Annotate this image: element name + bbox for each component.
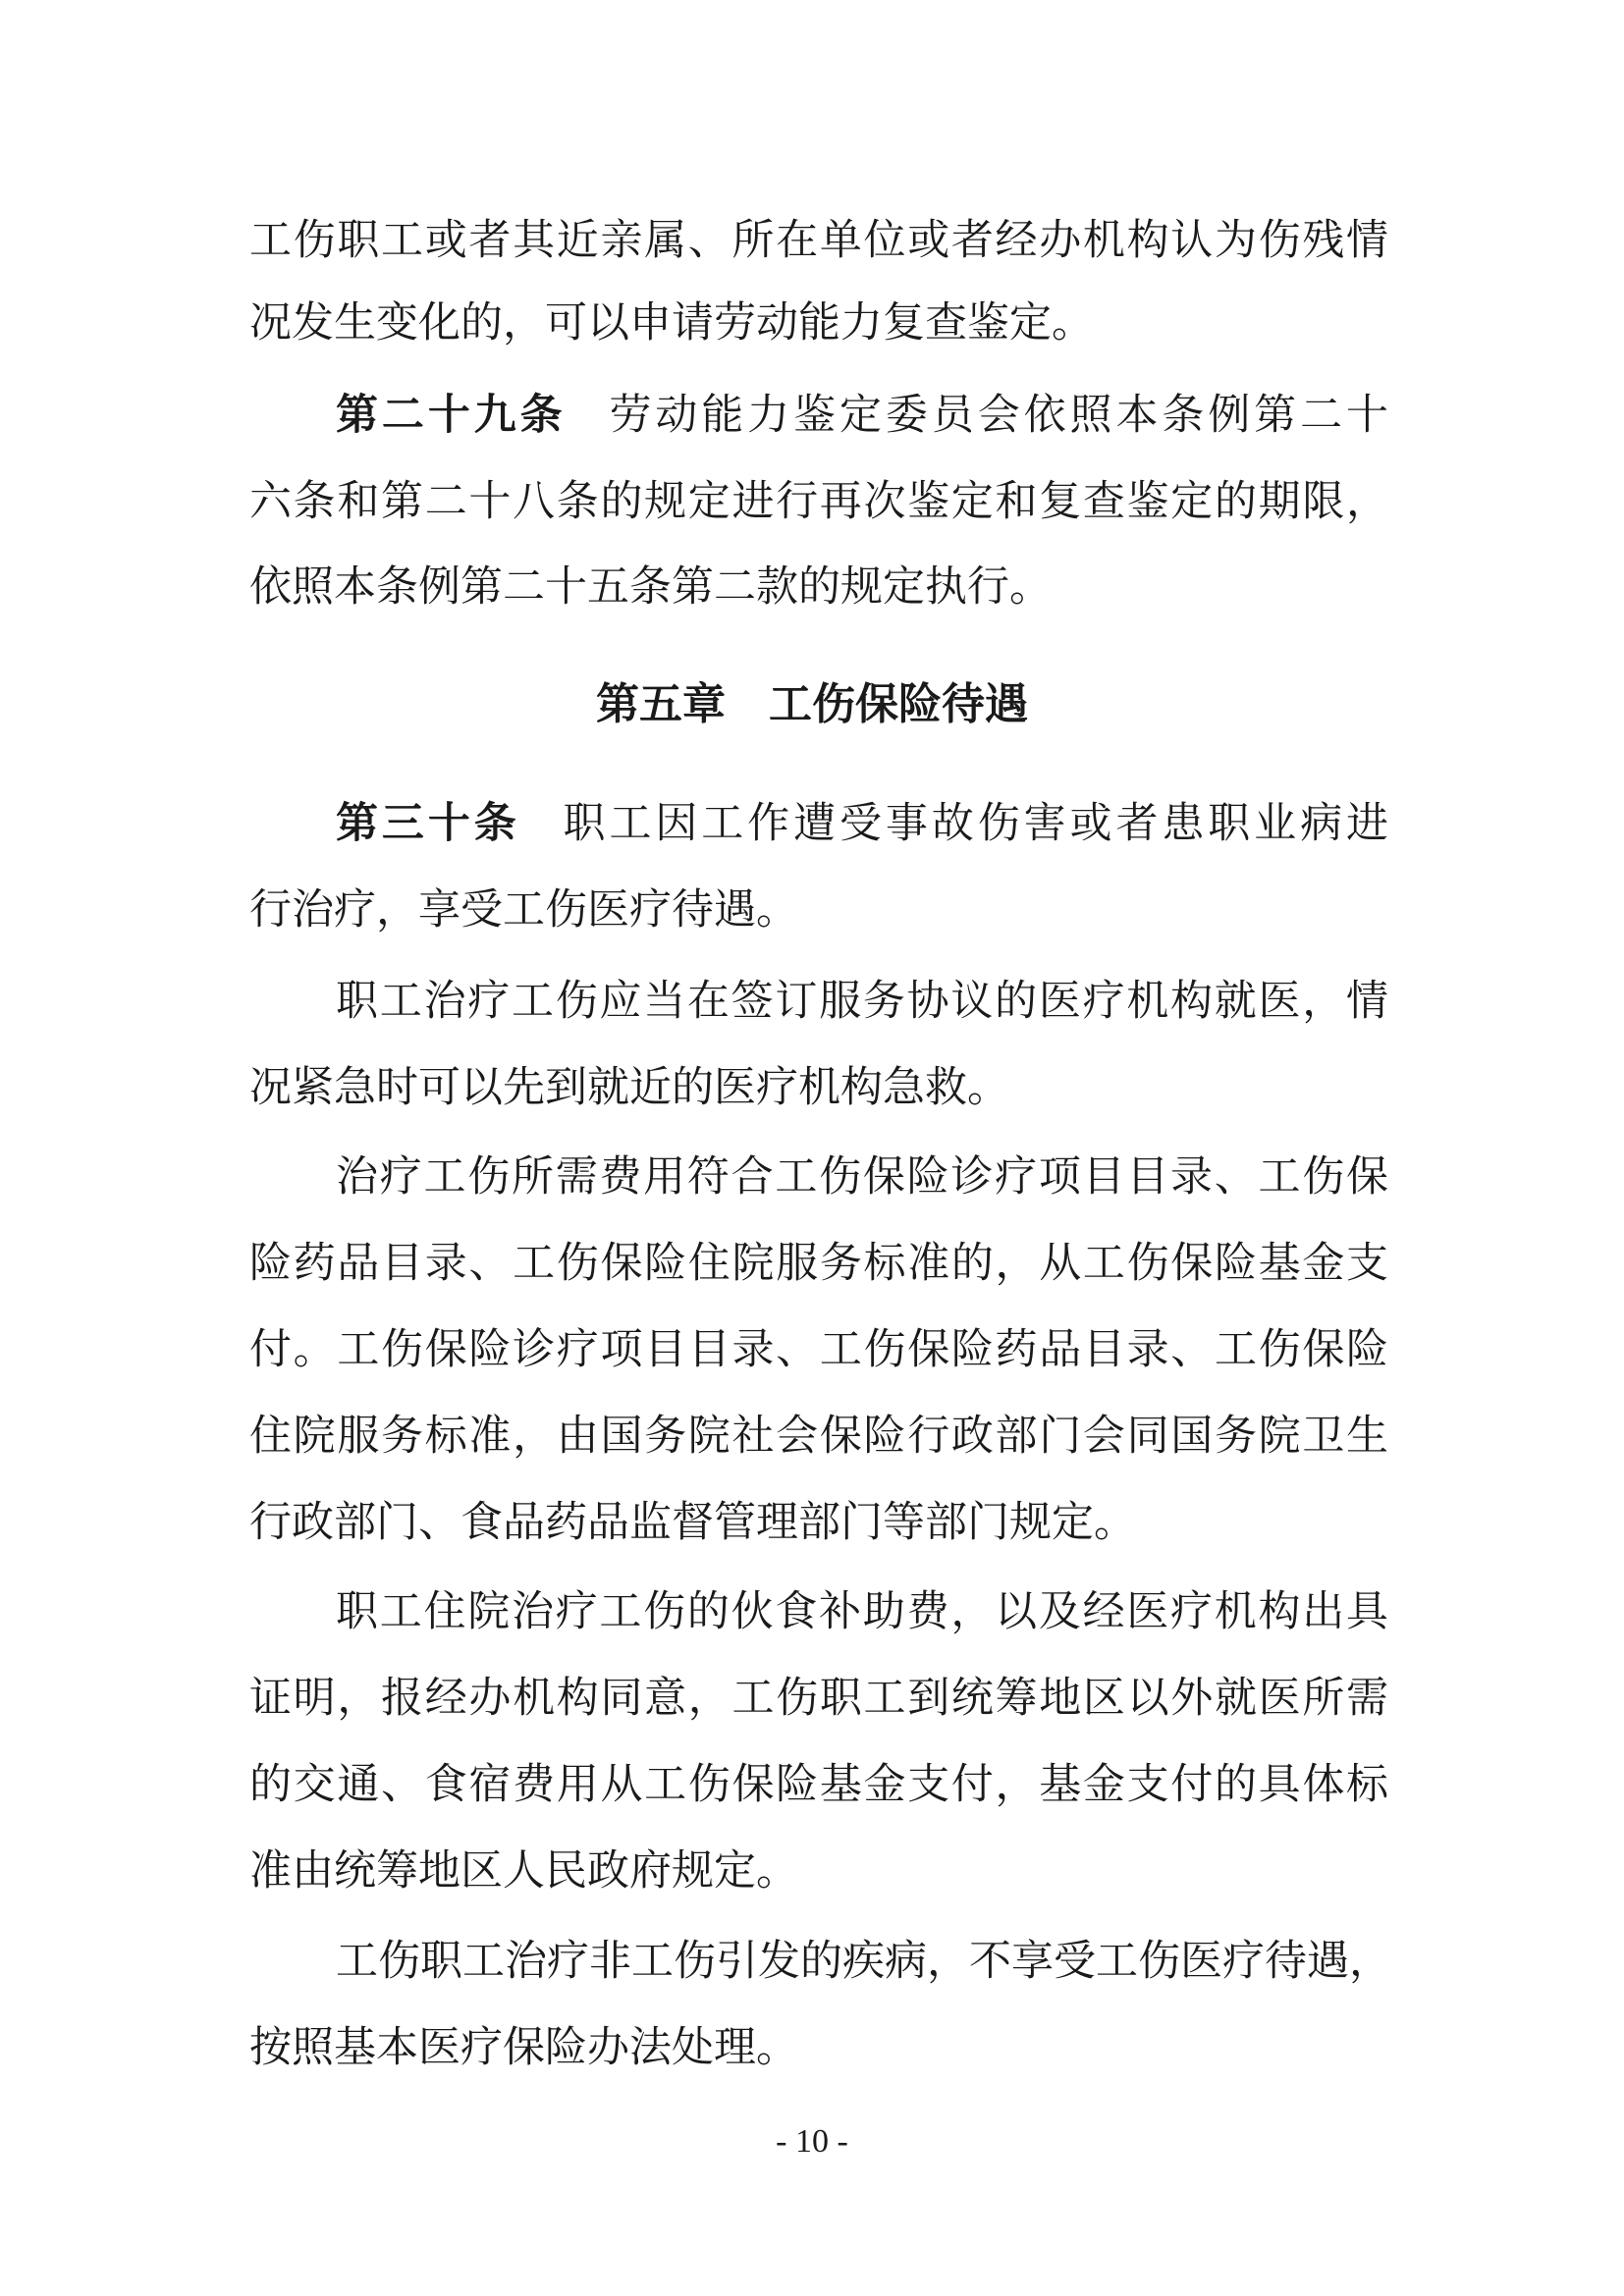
body-text-line: 按照基本医疗保险办法处理。: [249, 2023, 798, 2072]
body-text-line: 工伤职工或者其近亲属、所在单位或者经办机构认为伤残情: [249, 216, 1388, 265]
body-text-line: 的交通、食宿费用从工伤保险基金支付，基金支付的具体标: [249, 1760, 1388, 1809]
body-text-line: 工伤职工治疗非工伤引发的疾病，不享受工伤医疗待遇，: [336, 1937, 1391, 1986]
article-30-text: 职工因工作遭受事故伤害或者患职业病进: [559, 799, 1389, 848]
body-text-line: 依照本条例第二十五条第二款的规定执行。: [249, 562, 1052, 612]
body-text-line: 况发生变化的，可以申请劳动能力复查鉴定。: [249, 298, 1094, 347]
body-text-line: 证明，报经办机构同意，工伤职工到统筹地区以外就医所需: [249, 1674, 1388, 1723]
article-30-line: [336, 794, 1388, 853]
chapter-title: 第五章 工伤保险待遇: [596, 679, 1028, 729]
body-text-line: 住院服务标准，由国务院社会保险行政部门会同国务院卫生: [249, 1412, 1388, 1461]
body-text-line: 治疗工伤所需费用符合工伤保险诊疗项目目录、工伤保: [336, 1152, 1388, 1201]
article-29-line: [336, 386, 1388, 445]
body-text-line: 六条和第二十八条的规定进行再次鉴定和复查鉴定的期限，: [249, 477, 1388, 526]
page-number: - 10 -: [776, 2123, 848, 2160]
body-text-line: 行政部门、食品药品监督管理部门等部门规定。: [249, 1498, 1136, 1547]
article-29-text: 劳动能力鉴定委员会依照本条例第二十: [605, 391, 1389, 440]
body-text-line: 职工治疗工伤应当在签订服务协议的医疗机构就医，情: [336, 977, 1388, 1026]
article-29-heading: 第二十九条: [336, 391, 567, 440]
body-text-line: 行治疗，享受工伤医疗待遇。: [249, 885, 798, 934]
body-text-line: 准由统筹地区人民政府规定。: [249, 1846, 798, 1896]
body-text-line: 职工住院治疗工伤的伙食补助费，以及经医疗机构出具: [336, 1587, 1388, 1636]
body-text-line: 况紧急时可以先到就近的医疗机构急救。: [249, 1063, 1009, 1112]
body-text-line: 付。工伤保险诊疗项目目录、工伤保险药品目录、工伤保险: [249, 1325, 1388, 1374]
article-30-heading: 第三十条: [336, 799, 520, 848]
body-text-line: 险药品目录、工伤保险住院服务标准的，从工伤保险基金支: [249, 1239, 1388, 1288]
